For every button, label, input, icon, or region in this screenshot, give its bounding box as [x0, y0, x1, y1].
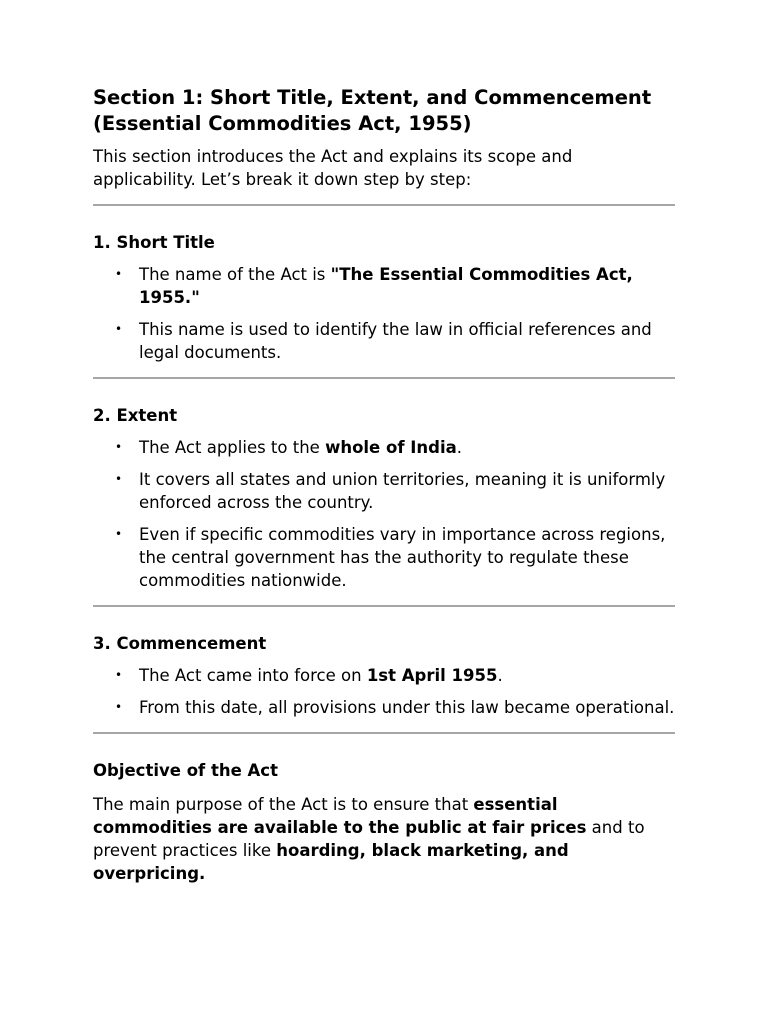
item-text-end: . — [497, 666, 503, 685]
bullet-list — [93, 263, 675, 364]
divider — [93, 377, 675, 379]
list-item — [93, 696, 675, 719]
section-heading: Objective of the Act — [93, 761, 278, 780]
objective-text: and to prevent practices like — [93, 818, 645, 860]
objective-bold-text: essential commodities are available to the public at fair prices — [93, 795, 587, 837]
section-heading: 3. Commencement — [93, 634, 267, 653]
bullet-icon: • — [115, 527, 123, 541]
section-extent — [93, 404, 675, 607]
bullet-list — [93, 664, 675, 719]
intro-paragraph: This section introduces the Act and explains its scope and applicability. Let’s break it down step by step: — [93, 147, 573, 189]
item-text: From this date, all provisions under this law became operational. — [139, 698, 675, 717]
item-bold-text: "The Essential Commodities Act, 1955." — [139, 265, 633, 307]
section-short-title — [93, 231, 675, 379]
bullet-icon: • — [115, 267, 123, 281]
objective-paragraph — [93, 793, 675, 885]
objective-text: The main purpose of the Act is to ensure that — [93, 795, 474, 814]
page-title: Section 1: Short Title, Extent, and Commencement (Essential Commodities Act, 1955) — [93, 86, 652, 135]
list-item — [93, 263, 675, 309]
divider — [93, 732, 675, 734]
bullet-icon: • — [115, 472, 123, 486]
list-item — [93, 318, 675, 364]
item-bold-text: 1st April 1955 — [366, 666, 498, 685]
divider — [93, 605, 675, 607]
item-text: The Act applies to the — [139, 438, 326, 457]
bullet-icon: • — [115, 700, 123, 714]
item-text: The Act came into force on — [139, 666, 367, 685]
bullet-icon: • — [115, 322, 123, 336]
list-item — [93, 523, 675, 592]
list-item — [93, 664, 675, 687]
item-text: Even if specific commodities vary in importance across regions, the central government has the authority to regulate these commodities nationwide. — [139, 525, 666, 590]
item-text: The name of the Act is — [139, 265, 331, 284]
bullet-icon: • — [115, 668, 123, 682]
objective-bold-text: hoarding, black marketing, and overpricing. — [93, 841, 569, 883]
list-item — [93, 468, 675, 514]
divider — [93, 204, 675, 206]
section-heading: 2. Extent — [93, 406, 178, 425]
item-text: This name is used to identify the law in official references and legal documents. — [139, 320, 652, 362]
item-bold-text: whole of India — [325, 438, 457, 457]
section-heading: 1. Short Title — [93, 233, 215, 252]
section-commencement — [93, 632, 675, 734]
bullet-list — [93, 436, 675, 592]
list-item — [93, 436, 675, 459]
bullet-icon: • — [115, 440, 123, 454]
item-text-end: . — [456, 438, 462, 457]
section-objective — [93, 759, 675, 885]
item-text: It covers all states and union territories, meaning it is uniformly enforced across the country. — [139, 470, 666, 512]
document-page — [93, 85, 675, 885]
